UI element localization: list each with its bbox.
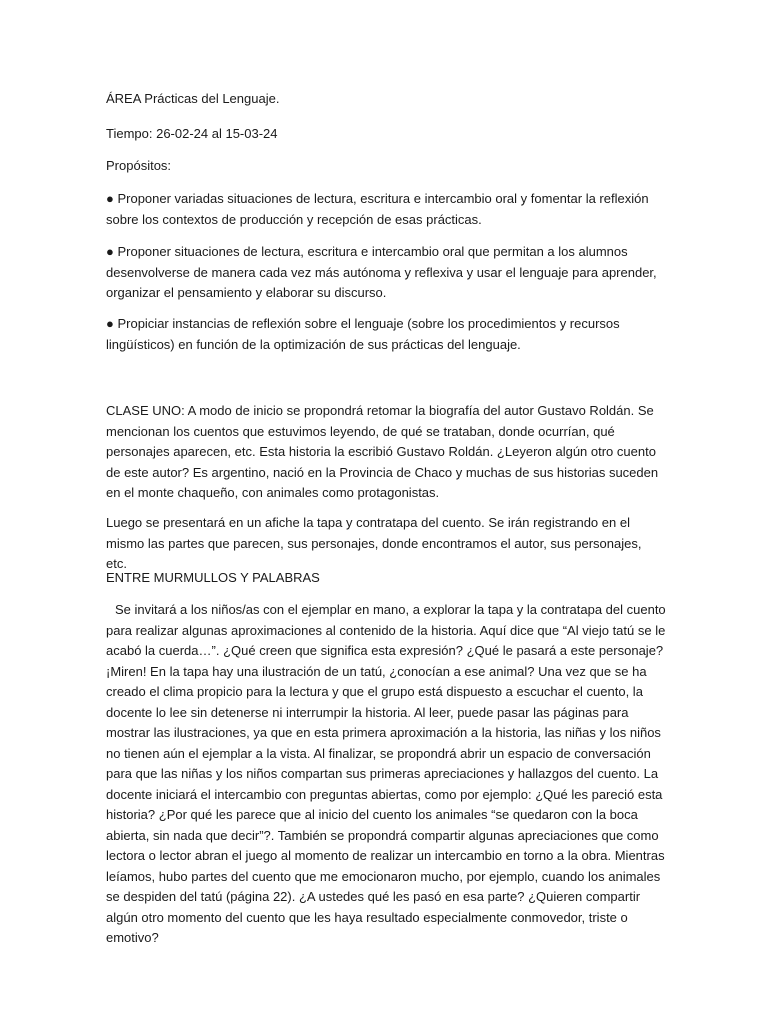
desarrollo-paragraph: Se invitará a los niños/as con el ejemplar en mano, a explorar la tapa y la contratapa del cuento para realizar algunas aproximaciones al contenido de la historia. Aquí dice que “Al viejo tatú se le acabó la cuerda…”. ¿Qué creen que significa esta expresión? ¿Qué le pasará a este personaje? ¡Miren! En la tapa hay una ilustración de un tatú, ¿conocían a ese animal? Una vez que se ha creado el clima propicio para la lectura y que el grupo está dispuesto a escuchar el cuento, la docente lo lee sin detenerse ni interrumpir la historia. Al leer, puede pasar las páginas para mostrar las ilustraciones, ya que en esta primera aproximación a la historia, las niñas y los niños no tienen aún el ejemplar a la vista. Al finalizar, se propondrá abrir un espacio de conversación para que las niñas y los niños compartan sus primeras apreciaciones y hallazgos del cuento. La docente iniciará el intercambio con preguntas abiertas, como por ejemplo: ¿Qué les pareció esta historia? ¿Por qué les parece que al inicio del cuento los animales “se quedaron con la boca abierta, sin nada que decir”?. También se propondrá compartir algunas apreciaciones que como lectora o lector abran el juego al momento de realizar un intercambio en torno a la obra. Mientras leíamos, hubo partes del cuento que me emocionaron mucho, por ejemplo, cuando los animales se despiden del tatú (página 22). ¿A ustedes qué les pasó en esa parte? ¿Quieren compartir algún otro momento del cuento que les haya resultado especialmente conmovedor, triste o emotivo?	[106, 602, 666, 945]
clase-uno-paragraph: CLASE UNO: A modo de inicio se propondrá retomar la biografía del autor Gustavo Roldán. Se mencionan los cuentos que estuvimos leyendo, de qué se trataban, donde ocurrían, qué personajes aparecen, etc. Esta historia la escribió Gustavo Roldán. ¿Leyeron algún otro cuento de este autor? Es argentino, nació en la Provincia de Chaco y muchas de sus historias suceden en el monte chaqueño, con animales como protagonistas.	[106, 403, 659, 500]
proposito-item-2: ● Proponer situaciones de lectura, escritura e intercambio oral que permitan a los alumnos desenvolverse de manera cada vez más autónoma y reflexiva y usar el lenguaje para aprender, organizar el pensamiento y elaborar su discurso.	[106, 244, 657, 300]
luego-paragraph: Luego se presentará en un afiche la tapa y contratapa del cuento. Se irán registrando en el mismo las partes que parecen, sus personajes, donde encontramos el autor, sus personajes, etc.	[106, 515, 642, 571]
propositos-heading: Propósitos:	[106, 158, 172, 173]
tiempo-line: Tiempo: 26-02-24 al 15-03-24	[106, 126, 278, 141]
area-line: ÁREA Prácticas del Lenguaje.	[106, 91, 280, 106]
proposito-item-3: ● Propiciar instancias de reflexión sobre el lenguaje (sobre los procedimientos y recursos lingüísticos) en función de la optimización de sus prácticas del lenguaje.	[106, 316, 620, 352]
story-title: ENTRE MURMULLOS Y PALABRAS	[106, 570, 320, 585]
proposito-item-1: ● Proponer variadas situaciones de lectura, escritura e intercambio oral y fomentar la reflexión sobre los contextos de producción y recepción de esas prácticas.	[106, 191, 649, 227]
